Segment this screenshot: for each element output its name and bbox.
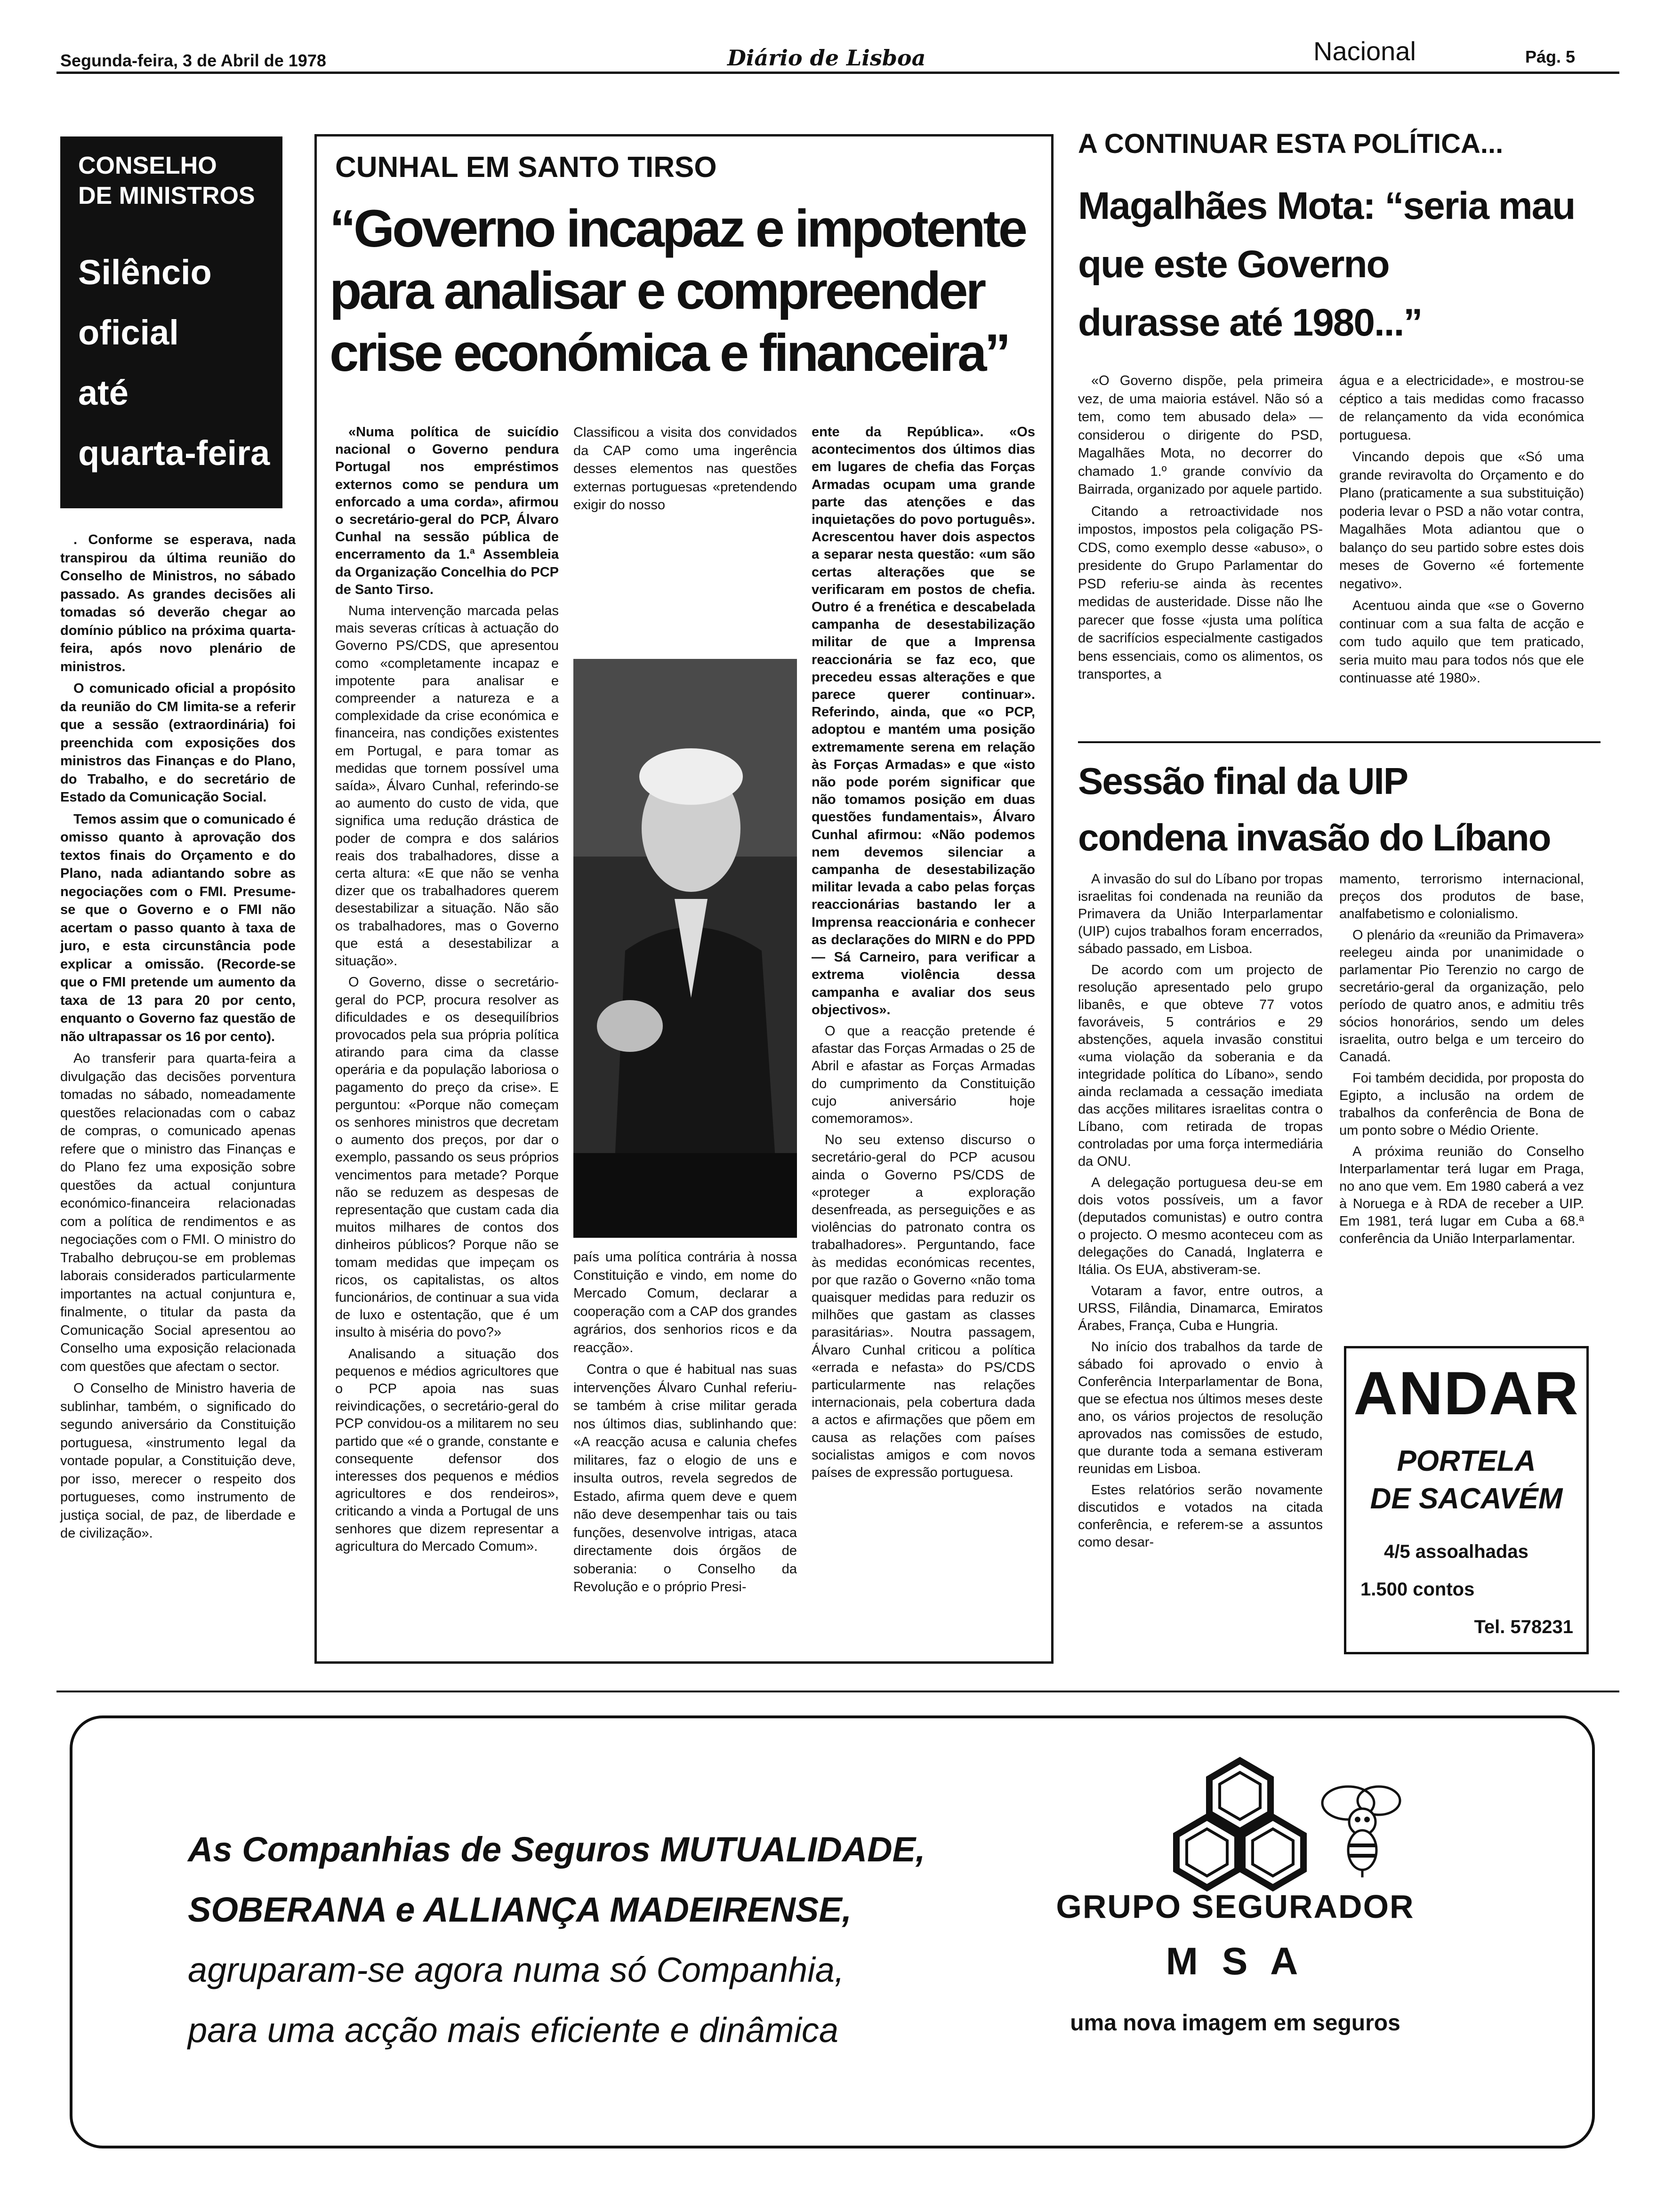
uip-paragraph: Estes relatórios serão novamente discutidos e votados na citada conferência, e referem-se a assuntos como desar-: [1078, 1483, 1323, 1550]
cunhal-photo: [573, 659, 797, 1238]
mota-rule: [1078, 741, 1601, 743]
uip-col-2: [1339, 871, 1584, 1251]
conselho-paragraph: Temos assim que o comunicado é omisso quanto à aprovação dos textos finais do Orçamento e do Plano, nada adiantando sobre as negociações com o FMI. Presume-se que o Governo e o FMI não acertam o passo quanto à taxa de juro, e esta circunstância pode explicar a omissão. (Recorde-se que o FMI pretende um aumento da taxa de 13 para 20 por cento, enquanto o Governo faz questão de não ultrapassar os 16 por cento).: [60, 811, 296, 1044]
andar-phone: Tel. 578231: [1474, 1617, 1573, 1637]
conselho-article: [60, 531, 296, 1547]
conselho-paragraph: Ao transferir para quarta-feira a divulgação das decisões porventura tomadas no sábado, nomeadamente questões relacionadas com o cabaz de compras, o comunicado apenas refere que o ministro das Finanças e do Plano fez uma exposição sobre questões da actual conjuntura económico-financeira relacionadas com a política de rendimentos e as negociações com o FMI. O ministro do Trabalho debruçou-se em problemas laborais considerados particularmente importantes na actual conjuntura e, finalmente, o titular da pasta da Comunicação Social apresentou ao Conselho uma exposição relacionada com questões que afectam o sector.: [60, 1051, 296, 1374]
andar-title: ANDAR: [1353, 1359, 1579, 1427]
uip-paragraph: O plenário da «reunião da Primavera» reelegeu ainda por unanimidade o parlamentar Pio Terenzio no cargo de secretário-geral da organização, pelo período de quatro anos, e admitiu três sócios honorários, sendo um deles israelita, outro belga e um terceiro do Canadá.: [1339, 928, 1584, 1065]
cunhal-paragraph: No seu extenso discurso o secretário-geral do PCP acusou ainda o Governo PS/CDS de «proteger a exploração desenfreada, as perseguições e as violências do patronato contra os trabalhadores». Perguntando, face às medidas económicas recentes, por que razão o Governo «não toma quaisquer medidas para reduzir os milhões que gastam as classes parasitárias». Noutra passagem, Álvaro Cunhal criticou a política «errada e nefasta» do PS/CDS particularmente nas relações internacionais, pela cobertura dada a actos e afirmações que põem em causa as relações com países socialistas amigos e com novos países de expressão portuguesa.: [812, 1132, 1035, 1480]
uip-paragraph: A próxima reunião do Conselho Interparlamentar terá lugar em Praga, no ano que vem. Em 1980 caberá a vez à Noruega e à RDA de receber a UIP. Em 1981, terá lugar em Cuba a 68.ª conferência da União Interparlamentar.: [1339, 1144, 1584, 1246]
conselho-paragraph: O Conselho de Ministro haveria de sublinhar, também, o significado do segundo aniversário da Constituição portuguesa, «instrumento legal da vontade popular, a Constituição deve, por isso, merecer o respeito dos portugueses, como instrumento de justiça social, de paz, de liberdade e de civilização».: [60, 1381, 296, 1541]
msa-brand-short: M S A: [1166, 1940, 1305, 1983]
uip-paragraph: A invasão do sul do Líbano por tropas israelitas foi condenada na reunião da Primavera da União Interparlamentar (UIP) cujos trabalhos foram encerrados, sábado passado, em Lisboa.: [1078, 872, 1323, 956]
andar-subtitle: PORTELA DE SACAVÉM: [1370, 1445, 1563, 1515]
mota-col-1: [1078, 372, 1323, 688]
header-section: Nacional: [1313, 36, 1416, 66]
footer-rule: [56, 1691, 1619, 1692]
msa-text: As Companhias de Seguros MUTUALIDADE, SOBERANA e ALLIANÇA MADEIRENSE, agruparam-se agora numa só Companhia, para uma acção mais eficiente e dinâmica: [188, 1830, 925, 2050]
andar-rooms: 4/5 assoalhadas: [1384, 1541, 1528, 1562]
cunhal-col-3: [812, 424, 1035, 1485]
mota-kicker: A CONTINUAR ESTA POLÍTICA...: [1078, 128, 1504, 159]
header-page: Pág. 5: [1525, 47, 1576, 66]
conselho-black-box: [60, 136, 282, 508]
masthead: Diário de Lisboa: [727, 45, 926, 71]
header-date: Segunda-feira, 3 de Abril de 1978: [60, 51, 326, 70]
cunhal-col-2-bottom: [573, 1248, 797, 1600]
mota-col-2: [1339, 372, 1584, 691]
uip-paragraph: Votaram a favor, entre outros, a URSS, Filândia, Dinamarca, Emiratos Árabes, França, Cuba e Hungria.: [1078, 1283, 1323, 1333]
cunhal-paragraph: ente da República». «Os acontecimentos dos últimos dias em lugares de chefia das Forças Armadas ocupam uma grande parte das atenções e das inquietações do povo português». Acrescentou haver dois aspectos a separar nesta questão: «um são certas alterações que se verificaram em postos de chefia. Outro é a frenética e descabelada campanha de desestabilização militar de que a Imprensa reaccionária se faz eco, que precedeu essas alterações e que parece querer continuar». Referindo, ainda, que «o PCP, adoptou e mantém uma posição extremamente serena em relação às Forças Armadas» e que «isto não pode porém significar que não tomamos posição em duas questões fundamentais», Álvaro Cunhal afirmou: «Não podemos nem devemos silenciar a campanha de desestabilização militar levada a cabo pelas forças reaccionárias bastando ler a Imprensa reaccionária e conhecer as declarações do MIRN e do PPD — Sá Carneiro, para verificar a extrema violência dessa campanha e avaliar dos seus objectivos».: [812, 425, 1035, 1018]
cunhal-kicker: CUNHAL EM SANTO TIRSO: [335, 151, 717, 184]
cunhal-paragraph: O Governo, disse o secretário-geral do PCP, procura resolver as dificuldades e os desequilíbrios provocados pela sua própria política atirando para cima da classe operária e da população laboriosa o pagamento do preço da crise». E perguntou: «Porque não começam os senhores ministros que decretam o aumento dos preços, por dar o exemplo, passando os seus próprios vencimentos para metade? Porque não se reduzem as despesas de representação que custam cada dia muitos milhares de contos dos dinheiros públicos? Porque não se tomam medidas que impeçam os ricos, os capitalistas, os altos funcionários, de continuar a sua vida de luxo e ostentação, que é um insulto à miséria do povo?»: [335, 975, 559, 1340]
mota-paragraph: Vincando depois que «Só uma grande reviravolta do Orçamento e do Plano (praticamente a sua substituição) poderia levar o PSD a não votar contra, Magalhães Mota adiantou que o balanço do seu partido sobre estes dois meses de Governo «é fortemente negativo».: [1339, 449, 1584, 592]
cunhal-paragraph: «Numa política de suicídio nacional o Governo pendura Portugal nos empréstimos externos como se pendura um enforcado a uma corda», afirmou o secretário-geral do PCP, Álvaro Cunhal na sessão pública de encerramento da 1.ª Assembleia da Organização Concelhia do PCP de Santo Tirso.: [335, 425, 559, 597]
uip-paragraph: De acordo com um projecto de resolução apresentado pelo grupo libanês, e que obteve 77 votos favoráveis, 5 contrários e 29 abstenções, aquela invasão constitui «uma violação da soberania e da integridade política do Líbano», sendo ainda reclamada a cessação imediata das acções militares israelitas contra o Líbano, com retirada de tropas controladas por uma força intermediária da ONU.: [1078, 962, 1323, 1169]
cunhal-headline: “Governo incapaz e impotente para analisar e compreender crise económica e financeira”: [330, 199, 1026, 382]
cunhal-paragraph: O que a reacção pretende é afastar das Forças Armadas o 25 de Abril e afastar as Forças Armadas do cumprimento da Constituição cujo aniversário hoje comemoramos».: [812, 1023, 1035, 1126]
uip-headline: Sessão final da UIP condena invasão do Líbano: [1078, 760, 1551, 858]
conselho-headline: Silêncio oficial até quarta-feira: [78, 253, 270, 473]
cunhal-paragraph: Analisando a situação dos pequenos e médios agricultores que o PCP apoia nas suas reivindicações, o secretário-geral do PCP convidou-os a militarem no seu partido que «é o grande, constante e consequente defensor dos interesses dos pequenos e médios agricultores e dos rendeiros», criticando a vinda a Portugal de uns senhores que dizem representar a agricultura do Mercado Comum».: [335, 1346, 559, 1554]
msa-logo-icon: [1160, 1747, 1320, 1907]
mota-headline: Magalhães Mota: “seria mau que este Governo durasse até 1980...”: [1078, 184, 1575, 344]
uip-col-1: [1078, 871, 1323, 1555]
cunhal-paragraph: país uma política contrária à nossa Constituição e vindo, em nome do Mercado Comum, declarar a cooperação com a CAP dos grandes agrários, dos senhorios ricos e da reacção».: [573, 1250, 797, 1355]
msa-brand: GRUPO SEGURADOR: [1056, 1888, 1415, 1925]
conselho-paragraph: O comunicado oficial a propósito da reunião do CM limita-se a referir que a sessão (extraordinária) foi preenchida com exposições dos ministros das Finanças e do Plano, do Trabalho, e do secretário de Estado da Comunicação Social.: [60, 681, 296, 805]
uip-paragraph: No início dos trabalhos da tarde de sábado foi aprovado o envio à Conferência Interparlamentar de Bona, que se efectua nos últimos meses deste ano, os vários projectos de resolução aprovados nas comissões de estudo, que durante toda a semana estiveram reunidas em Lisboa.: [1078, 1339, 1323, 1476]
cunhal-paragraph: Numa intervenção marcada pelas mais severas críticas à actuação do Governo PS/CDS, que apresentou como «completamente incapaz e impotente para analisar e compreender a natureza e a complexidade da crise económica e financeira, nas condições existentes em Portugal, e para tomar as medidas que tornem possível uma saída», Álvaro Cunhal, referindo-se ao aumento do custo de vida, que significa uma redução drástica de poder de compra e dos salários reais dos trabalhadores, disse a certa altura: «E que não se venha dizer que os trabalhadores querem desestabilizar a situação. Não são os trabalhadores, mas o Governo que está a desestabilizar a situação».: [335, 603, 559, 969]
msa-slogan: uma nova imagem em seguros: [1070, 2011, 1400, 2036]
uip-paragraph: Foi também decidida, por proposta do Egipto, a inclusão na ordem de trabalhos da conferência de Bona de um ponto sobre o Médio Oriente.: [1339, 1071, 1584, 1138]
mota-paragraph: «O Governo dispõe, pela primeira vez, de uma maioria estável. Não só a tem, como tem abusado dela» — considerou o dirigente do PSD, Magalhães Mota, no decorrer do chamado 1.º grande convívio da Bairrada, organizado por aquele partido.: [1078, 373, 1323, 497]
andar-price: 1.500 contos: [1360, 1579, 1475, 1600]
uip-paragraph: A delegação portuguesa deu-se em dois votos possíveis, um a favor (deputados comunistas) e outro contra o projecto. O mesmo aconteceu com as delegações do Canadá, Inglaterra e Itália. Os EUA, abstiveram-se.: [1078, 1175, 1323, 1277]
mota-paragraph: Citando a retroactividade nos impostos, impostos pela coligação PS-CDS, como exemplo desse «abuso», o presidente do Grupo Parlamentar do PSD referiu-se ainda às recentes medidas de austeridade. Disse não lhe parecer que fosse «justa uma política de sacrifícios especialmente castigados bens essenciais, como os alimentos, os transportes, a: [1078, 504, 1323, 682]
uip-paragraph: mamento, terrorismo internacional, preços dos produtos de base, analfabetismo e colonialismo.: [1339, 872, 1584, 922]
cunhal-paragraph: Classificou a visita dos convidados da CAP como uma ingerência desses elementos nas questões externas portuguesas «pretendendo exigir do nosso: [573, 425, 797, 513]
conselho-kicker: CONSELHO DE MINISTROS: [78, 152, 255, 209]
cunhal-col-2-top: [573, 424, 797, 518]
conselho-paragraph: . Conforme se esperava, nada transpirou da última reunião do Conselho de Ministros, no sábado passado. As grandes decisões ali tomadas só deverão chegar ao domínio público na próxima quarta-feira, após novo plenário de ministros.: [60, 532, 296, 674]
header-rule: [56, 72, 1619, 74]
mota-paragraph: Acentuou ainda que «se o Governo continuar com a sua falta de acção e com tudo aquilo que tem praticado, seria muito mau para todos nós que ele continuasse até 1980».: [1339, 598, 1584, 686]
mota-paragraph: água e a electricidade», e mostrou-se céptico a tais medidas como fracasso de relançamento da vida económica portuguesa.: [1339, 373, 1584, 443]
msa-ad: [70, 1715, 1595, 2148]
cunhal-col-1: [335, 424, 559, 1559]
cunhal-paragraph: Contra o que é habitual nas suas intervenções Álvaro Cunhal referiu-se também à crise militar gerada nos últimos dias, sublinhando que: «A reacção acusa e calunia chefes militares, faz o elogio de uns e insulta outros, revela segredos de Estado, afirma quem deve e quem não deve desempenhar tais ou tais funções, desenvolve intrigas, ataca directamente dois órgãos de soberania: o Conselho da Revolução e o próprio Presi-: [573, 1362, 797, 1595]
andar-ad: [1344, 1346, 1589, 1654]
portrait-photo-icon: [573, 659, 797, 1238]
bee-icon: [1315, 1775, 1409, 1878]
